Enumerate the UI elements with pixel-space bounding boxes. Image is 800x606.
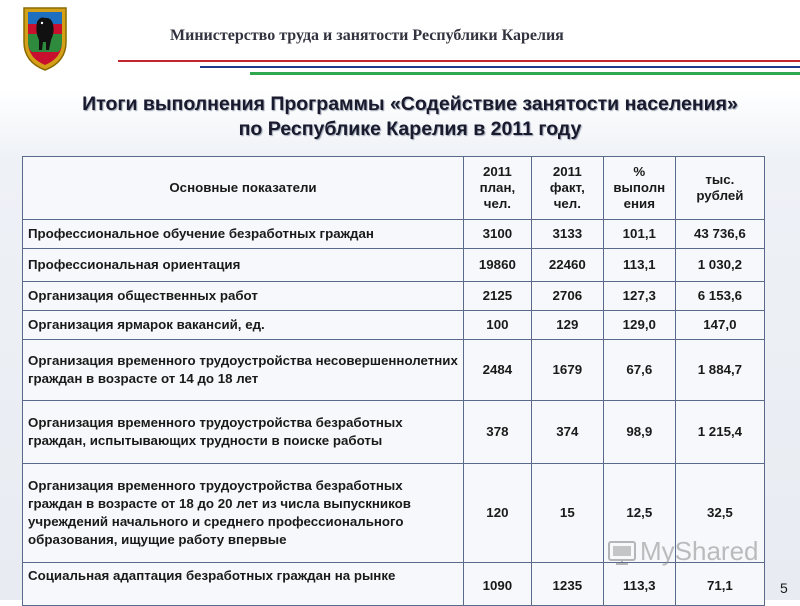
- row-plan: 100: [463, 311, 531, 340]
- table-row: [23, 249, 765, 282]
- row-label: Организация временного трудоустройства безработных граждан в возрасте от 18 до 20 лет из числа выпускников учреждений начального и среднего профессионального образования, ищущие работу впервые: [23, 464, 464, 563]
- divider-blue: [200, 66, 800, 68]
- header-fact: 2011 факт, чел.: [531, 157, 603, 220]
- row-percent: 67,6: [603, 340, 675, 401]
- header-percent: % выполн ения: [603, 157, 675, 220]
- karelia-coat-of-arms-icon: [20, 2, 70, 72]
- header-indicator: Основные показатели: [23, 157, 464, 220]
- row-fact: 129: [531, 311, 603, 340]
- title-line-1: Итоги выполнения Программы «Содействие занятости населения»: [82, 93, 738, 115]
- row-percent: 98,9: [603, 401, 675, 464]
- row-percent: 113,1: [603, 249, 675, 282]
- page-number: 5: [780, 580, 788, 596]
- row-fact: 2706: [531, 282, 603, 311]
- table-row: [23, 311, 765, 340]
- watermark-icon: [606, 536, 638, 570]
- header-plan: 2011 план, чел.: [463, 157, 531, 220]
- row-rubles: 1 030,2: [675, 249, 764, 282]
- row-rubles: 1 884,7: [675, 340, 764, 401]
- row-label: Социальная адаптация безработных граждан на рынке: [23, 563, 464, 606]
- row-fact: 3133: [531, 220, 603, 249]
- row-fact: 15: [531, 464, 603, 563]
- row-rubles: 71,1: [675, 563, 764, 606]
- row-rubles: 147,0: [675, 311, 764, 340]
- table-row: [23, 282, 765, 311]
- slide-header: [0, 0, 800, 80]
- row-plan: 19860: [463, 249, 531, 282]
- row-rubles: 6 153,6: [675, 282, 764, 311]
- table-row: [23, 401, 765, 464]
- row-fact: 374: [531, 401, 603, 464]
- header-rubles: тыс. рублей: [675, 157, 764, 220]
- row-label: Профессиональное обучение безработных граждан: [23, 220, 464, 249]
- row-fact: 1679: [531, 340, 603, 401]
- row-label: Профессиональная ориентация: [23, 249, 464, 282]
- row-fact: 1235: [531, 563, 603, 606]
- table-header-row: [23, 157, 765, 220]
- row-rubles: 43 736,6: [675, 220, 764, 249]
- row-percent: 101,1: [603, 220, 675, 249]
- row-percent: 12,5: [603, 464, 675, 563]
- row-label: Организация общественных работ: [23, 282, 464, 311]
- row-plan: 2484: [463, 340, 531, 401]
- row-label: Организация временного трудоустройства несовершеннолетних граждан в возрасте от 14 до 18 лет: [23, 340, 464, 401]
- title-line-2: по Республике Карелия в 2011 году: [238, 118, 582, 140]
- row-rubles: 1 215,4: [675, 401, 764, 464]
- row-plan: 1090: [463, 563, 531, 606]
- row-plan: 378: [463, 401, 531, 464]
- row-plan: 2125: [463, 282, 531, 311]
- row-fact: 22460: [531, 249, 603, 282]
- row-rubles: 32,5: [675, 464, 764, 563]
- row-plan: 3100: [463, 220, 531, 249]
- watermark-text: MyShared: [640, 536, 759, 566]
- table-row: [23, 563, 765, 606]
- row-label: Организация ярмарок вакансий, ед.: [23, 311, 464, 340]
- slide-title: [20, 92, 800, 142]
- divider-green: [250, 72, 800, 75]
- ministry-name: Министерство труда и занятости Республики Карелия: [170, 27, 564, 44]
- row-percent: 127,3: [603, 282, 675, 311]
- row-plan: 120: [463, 464, 531, 563]
- row-label: Организация временного трудоустройства безработных граждан, испытывающих трудности в поиске работы: [23, 401, 464, 464]
- table-row: [23, 340, 765, 401]
- divider-red: [118, 60, 800, 62]
- row-percent: 113,3: [603, 563, 675, 606]
- row-percent: 129,0: [603, 311, 675, 340]
- table-row: [23, 220, 765, 249]
